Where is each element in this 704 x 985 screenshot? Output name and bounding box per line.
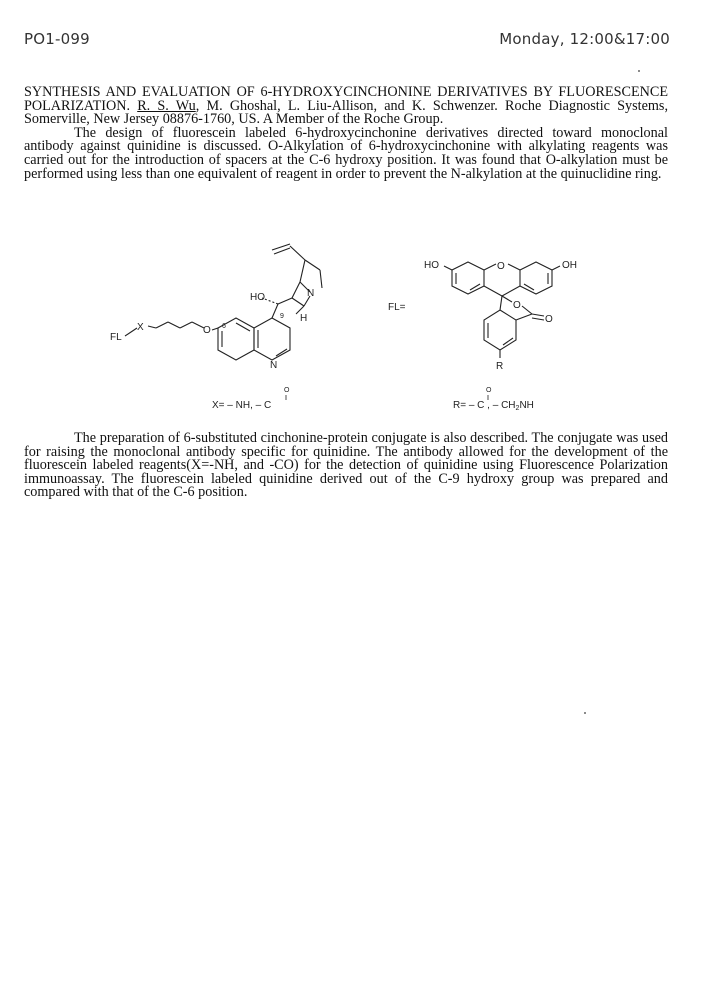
presenting-author: R. S. Wu [137,97,196,114]
c9-position-label: 9 [280,313,284,320]
scan-speck [638,70,640,72]
quinuclidine-nitrogen: N [307,288,315,299]
r-definition-suffix: NH [519,400,534,411]
abstract-paragraph-2-block [24,432,668,500]
x-label: X [137,322,144,333]
abstract-heading [24,86,668,127]
fl-equals-label: FL= [388,302,406,313]
x-definition: X= – NH, – C [212,400,272,411]
abstract-title: SYNTHESIS AND EVALUATION OF 6-HYDROXYCINCHONINE DERIVATIVES BY FLUORESCENCE POLARIZATION. [24,84,668,114]
fluorescein-structure [444,262,560,358]
xanthene-oxygen: O [497,261,505,272]
h-label: H [300,313,308,324]
abstract-block [24,86,668,181]
r-substituent-label: R [496,361,504,372]
scan-speck [584,712,586,714]
fluorescein-hydroxy-right: OH [562,260,577,271]
r-definition-prefix: R= – C , – CH [453,400,516,411]
abstract-paragraph-1: The design of fluorescein labeled 6-hydroxycinchonine derivatives directed toward monoclonal antibody against quinidine is discussed. O-Alkylation of 6-hydroxycinchonine with alkylating reagents was carried out for the introduction of spacers at the C-6 hydroxy position. It was found that O-alkylation must be performed using less than one equivalent of reagent in order to prevent the N-alkylation at the quinuclidine ring. [24,124,668,182]
r-definition [453,400,534,412]
abstract-code: PO1-099 [24,30,90,48]
c6-position-label: 6 [222,323,226,330]
fl-label-left: FL [110,332,122,343]
author-list: , M. Ghoshal, L. Liu-Allison, and K. Schwenzer. Roche Diagnostic Systems, Somerville, New Jersey 08876-1760, US. A Member of the Roche Group. [24,97,668,128]
hydroxy-label: HO [250,292,265,303]
structures-svg [0,236,704,426]
lactone-carbonyl-oxygen: O [545,314,553,325]
fluorescein-hydroxy-left: HO [424,260,439,271]
ether-oxygen: O [203,325,211,336]
x-carbonyl-oxygen: O [284,387,290,394]
abstract-paragraph-2: The preparation of 6-substituted cinchonine-protein conjugate is also described. The conjugate was used for raising the monoclonal antibody specific for quinidine. The antibody allowed for the development of the fluorescein labeled reagents(X=-NH, and -CO) for the detection of quinidine using Fluorescence Polarization immunoassay. The fluorescein labeled quinidine derived out of the C-9 hydroxy group was prepared and compared with that of the C-6 position. [24,430,668,501]
session-time: Monday, 12:00&17:00 [499,30,670,48]
r-carbonyl-oxygen: O [486,387,492,394]
chemical-structures-figure [0,236,704,426]
cinchonine-derivative-structure [125,244,322,360]
r-definition-subscript: 2 [515,405,520,412]
lactone-oxygen: O [513,300,521,311]
quinoline-nitrogen: N [270,360,278,371]
